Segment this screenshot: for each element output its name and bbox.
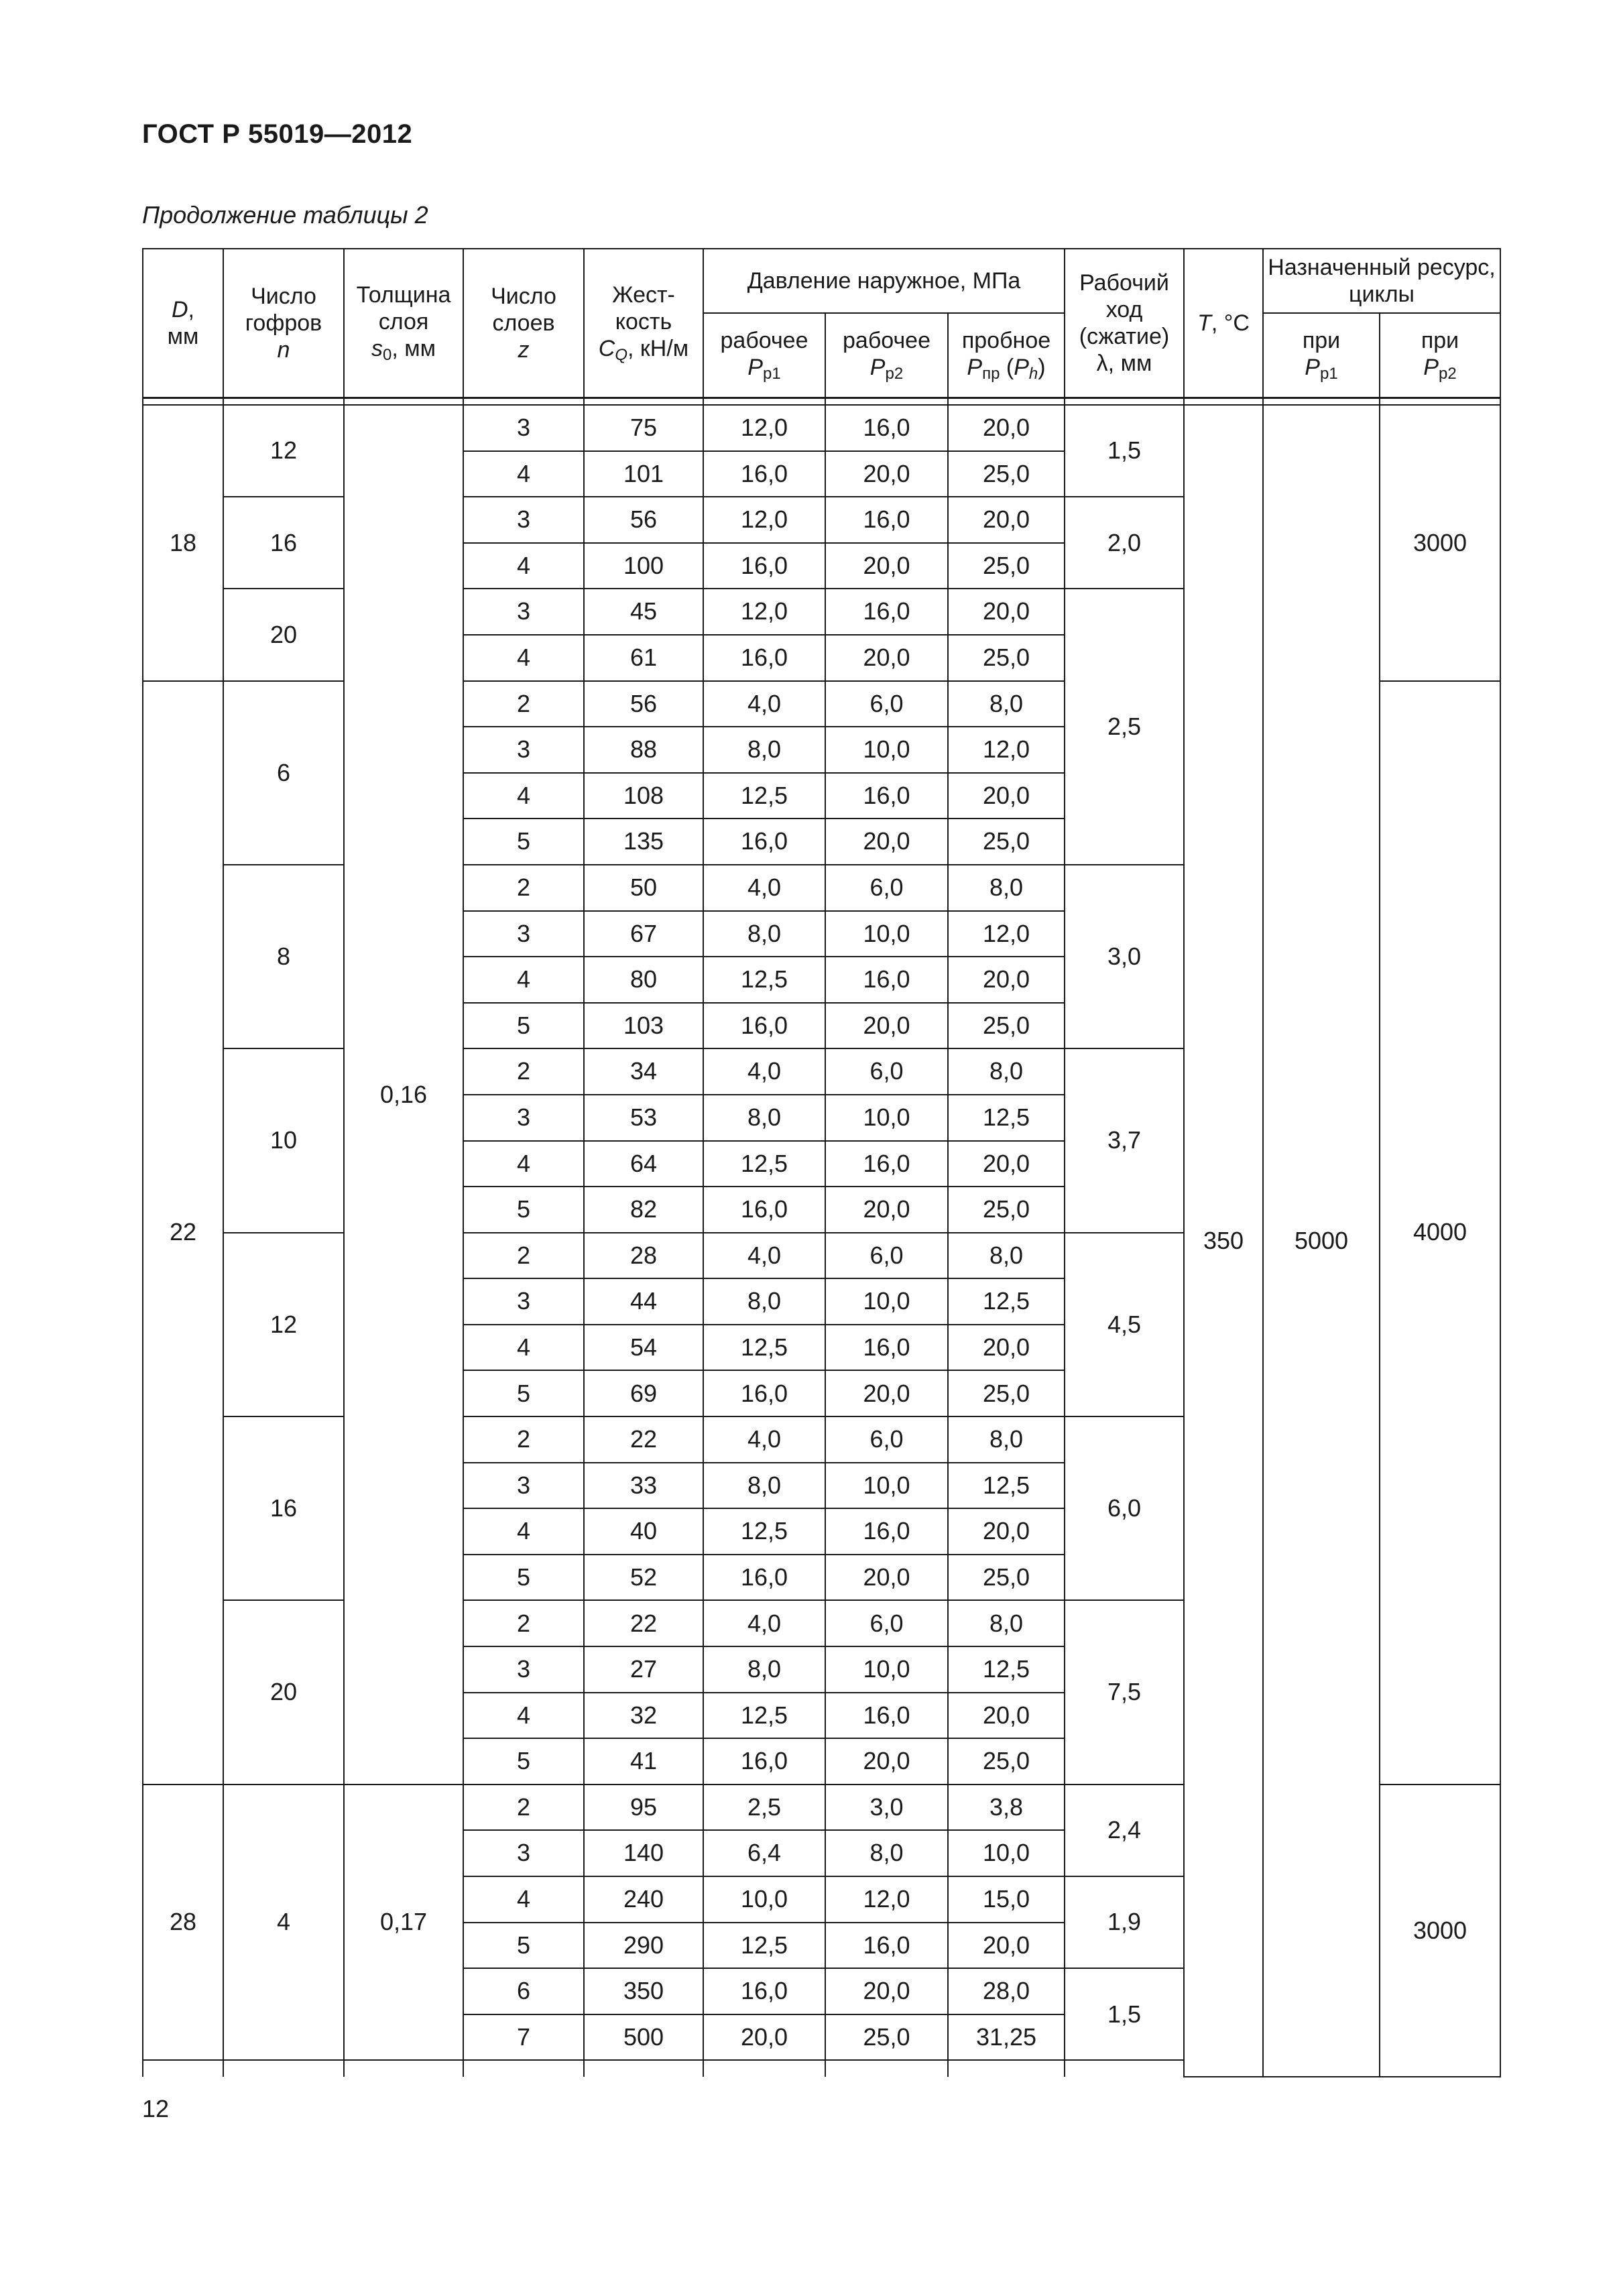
- cell-working-p1: 16,0: [703, 1003, 825, 1049]
- col-header-z: Число слоев z: [463, 249, 584, 398]
- cell-layers: 2: [463, 1785, 584, 1831]
- cell-stiffness: 27: [584, 1646, 703, 1693]
- cell-working-p1: 8,0: [703, 1095, 825, 1141]
- cell-stiffness: 95: [584, 1785, 703, 1831]
- cell-stroke: 4,5: [1065, 1233, 1184, 1416]
- cell-layers: 5: [463, 1003, 584, 1049]
- cell-stroke: 1,5: [1065, 405, 1184, 497]
- cell-stroke: 1,5: [1065, 1968, 1184, 2060]
- cell-working-p2: 20,0: [825, 1738, 948, 1785]
- cell-stiffness: 33: [584, 1463, 703, 1509]
- cell-test-pressure: 12,0: [948, 911, 1065, 957]
- header-separator: [143, 398, 1500, 406]
- cell-resource-p2: 3000: [1380, 1785, 1500, 2077]
- cell-layers: 4: [463, 773, 584, 819]
- cell-stiffness: 64: [584, 1141, 703, 1187]
- cell-stroke: 1,9: [1065, 1876, 1184, 1968]
- cell-working-p2: 10,0: [825, 1095, 948, 1141]
- cell-working-p1: 12,0: [703, 497, 825, 543]
- cell-working-p2: 6,0: [825, 865, 948, 911]
- cell-layers: 4: [463, 1693, 584, 1739]
- cell-working-p2: 16,0: [825, 1141, 948, 1187]
- cell-working-p2: 6,0: [825, 1233, 948, 1279]
- cell-stiffness: 41: [584, 1738, 703, 1785]
- cell-stiffness: 53: [584, 1095, 703, 1141]
- cell-stiffness: 56: [584, 497, 703, 543]
- cell-stroke: 2,4: [1065, 1785, 1184, 1876]
- cell-layers: 5: [463, 1738, 584, 1785]
- cell-stiffness: 45: [584, 589, 703, 635]
- cell-working-p2: 16,0: [825, 1508, 948, 1555]
- cell-working-p1: 4,0: [703, 1416, 825, 1463]
- cell-layers: 4: [463, 1876, 584, 1923]
- cell-layers: 2: [463, 1600, 584, 1646]
- cell-test-pressure: 25,0: [948, 635, 1065, 681]
- cell-layers: 4: [463, 1325, 584, 1371]
- cell-stroke: 3,0: [1065, 865, 1184, 1048]
- cell-layers: 3: [463, 405, 584, 451]
- cell-working-p1: 10,0: [703, 1876, 825, 1923]
- cell-working-p1: 8,0: [703, 1463, 825, 1509]
- cell-test-pressure: 8,0: [948, 1048, 1065, 1095]
- cell-corrugations: 8: [223, 865, 344, 1048]
- cell-working-p2: 20,0: [825, 1187, 948, 1233]
- cell-stiffness: 101: [584, 451, 703, 497]
- cell-stiffness: 56: [584, 681, 703, 727]
- cell-stroke: 6,0: [1065, 1416, 1184, 1600]
- col-header-stiffness: Жест- кость $C_Q$, кН/м: [584, 249, 703, 398]
- cell-stiffness: 240: [584, 1876, 703, 1923]
- cell-layers: 2: [463, 1233, 584, 1279]
- cell-working-p1: 4,0: [703, 1600, 825, 1646]
- cell-working-p1: 8,0: [703, 1278, 825, 1325]
- cell-working-p2: 20,0: [825, 635, 948, 681]
- cell-test-pressure: 28,0: [948, 1968, 1065, 2014]
- cell-test-pressure: 3,8: [948, 1785, 1065, 1831]
- cell-temperature: 350: [1184, 405, 1263, 2077]
- cell-working-p2: 16,0: [825, 957, 948, 1003]
- col-header-stroke: Рабочий ход (сжатие) λ, мм: [1065, 249, 1184, 398]
- cell-working-p2: 16,0: [825, 773, 948, 819]
- cell-corrugations: 6: [223, 681, 344, 865]
- cell-test-pressure: 25,0: [948, 1187, 1065, 1233]
- cell-resource-p1: 5000: [1263, 405, 1380, 2077]
- cell-test-pressure: 20,0: [948, 1141, 1065, 1187]
- cell-working-p1: 16,0: [703, 819, 825, 865]
- cell-layers: 4: [463, 1508, 584, 1555]
- cell-corrugations: 10: [223, 1048, 344, 1232]
- cell-stiffness: 500: [584, 2014, 703, 2061]
- cell-test-pressure: 25,0: [948, 1738, 1065, 1785]
- cell-working-p2: 10,0: [825, 1463, 948, 1509]
- cell-working-p1: 20,0: [703, 2014, 825, 2061]
- cell-working-p2: 16,0: [825, 497, 948, 543]
- cell-test-pressure: 25,0: [948, 1555, 1065, 1601]
- cell-corrugations: 16: [223, 497, 344, 589]
- cell-stiffness: 140: [584, 1830, 703, 1876]
- cell-test-pressure: 25,0: [948, 543, 1065, 589]
- cell-test-pressure: 31,25: [948, 2014, 1065, 2061]
- cell-layers: 5: [463, 1923, 584, 1969]
- cell-test-pressure: 20,0: [948, 773, 1065, 819]
- cell-test-pressure: 15,0: [948, 1876, 1065, 1923]
- cell-test-pressure: 25,0: [948, 451, 1065, 497]
- cell-working-p1: 2,5: [703, 1785, 825, 1831]
- cell-working-p2: 25,0: [825, 2014, 948, 2061]
- cell-working-p1: 4,0: [703, 1233, 825, 1279]
- cell-layers: 3: [463, 1463, 584, 1509]
- cell-working-p1: 16,0: [703, 1555, 825, 1601]
- cell-working-p1: 12,5: [703, 1141, 825, 1187]
- cell-working-p1: 12,0: [703, 405, 825, 451]
- col-header-test-pressure: пробное $P_{пр}$ $(P_h)$: [948, 313, 1065, 398]
- cell-layers: 4: [463, 543, 584, 589]
- cell-working-p1: 8,0: [703, 911, 825, 957]
- cell-working-p1: 16,0: [703, 1738, 825, 1785]
- cell-stiffness: 50: [584, 865, 703, 911]
- cell-working-p1: 16,0: [703, 1370, 825, 1416]
- cell-test-pressure: 20,0: [948, 957, 1065, 1003]
- cell-test-pressure: 12,5: [948, 1646, 1065, 1693]
- cell-stiffness: 32: [584, 1693, 703, 1739]
- cell-layers: 2: [463, 865, 584, 911]
- cell-stiffness: 44: [584, 1278, 703, 1325]
- cell-working-p2: 12,0: [825, 1876, 948, 1923]
- cell-layers: 4: [463, 957, 584, 1003]
- cell-working-p2: 16,0: [825, 1693, 948, 1739]
- cell-layers: 3: [463, 911, 584, 957]
- cell-test-pressure: 8,0: [948, 1233, 1065, 1279]
- cell-test-pressure: 20,0: [948, 589, 1065, 635]
- cell-working-p2: 8,0: [825, 1830, 948, 1876]
- cell-layers: 6: [463, 1968, 584, 2014]
- cell-resource-p2: 3000: [1380, 405, 1500, 681]
- cell-working-p1: 12,5: [703, 1508, 825, 1555]
- cell-working-p2: 10,0: [825, 1278, 948, 1325]
- col-header-working-p2: рабочее $P_{p2}$: [825, 313, 948, 398]
- cell-working-p2: 6,0: [825, 681, 948, 727]
- cell-layers: 3: [463, 497, 584, 543]
- cell-layers: 3: [463, 727, 584, 773]
- cell-working-p1: 4,0: [703, 865, 825, 911]
- cell-layers: 3: [463, 1830, 584, 1876]
- cell-working-p1: 6,4: [703, 1830, 825, 1876]
- cell-stiffness: 82: [584, 1187, 703, 1233]
- cell-stiffness: 28: [584, 1233, 703, 1279]
- cell-layers: 3: [463, 1095, 584, 1141]
- cell-stiffness: 34: [584, 1048, 703, 1095]
- cell-test-pressure: 12,5: [948, 1463, 1065, 1509]
- cell-test-pressure: 10,0: [948, 1830, 1065, 1876]
- cell-corrugations: 4: [223, 1785, 344, 2061]
- cell-layers: 2: [463, 1416, 584, 1463]
- cell-working-p1: 12,5: [703, 773, 825, 819]
- cell-working-p1: 8,0: [703, 1646, 825, 1693]
- cell-test-pressure: 25,0: [948, 1003, 1065, 1049]
- cell-test-pressure: 20,0: [948, 1693, 1065, 1739]
- col-header-resource: Назначенный ресурс, циклы: [1263, 249, 1500, 313]
- cell-working-p2: 16,0: [825, 1923, 948, 1969]
- cell-stiffness: 61: [584, 635, 703, 681]
- cell-layers: 2: [463, 681, 584, 727]
- cell-layer-thickness: 0,17: [344, 1785, 463, 2061]
- cell-working-p1: 12,5: [703, 1325, 825, 1371]
- cell-stiffness: 67: [584, 911, 703, 957]
- cell-test-pressure: 25,0: [948, 819, 1065, 865]
- cell-stiffness: 350: [584, 1968, 703, 2014]
- cell-working-p1: 16,0: [703, 543, 825, 589]
- cell-test-pressure: 20,0: [948, 497, 1065, 543]
- cell-corrugations: 12: [223, 405, 344, 497]
- table-row: [143, 405, 1500, 451]
- cell-diameter: 28: [143, 1785, 223, 2061]
- cell-working-p2: 20,0: [825, 1555, 948, 1601]
- cell-corrugations: 20: [223, 1600, 344, 1784]
- cell-stroke: 3,7: [1065, 1048, 1184, 1232]
- cell-stiffness: 135: [584, 819, 703, 865]
- cell-working-p2: 10,0: [825, 727, 948, 773]
- cell-working-p2: 10,0: [825, 1646, 948, 1693]
- cell-working-p2: 10,0: [825, 911, 948, 957]
- cell-stiffness: 22: [584, 1416, 703, 1463]
- col-header-resource-p2: при $P_{p2}$: [1380, 313, 1500, 398]
- cell-working-p2: 20,0: [825, 1370, 948, 1416]
- cell-layers: 5: [463, 1370, 584, 1416]
- cell-test-pressure: 8,0: [948, 865, 1065, 911]
- col-header-pressure: Давление наружное, МПа: [703, 249, 1065, 313]
- cell-layers: 3: [463, 589, 584, 635]
- cell-working-p2: 16,0: [825, 405, 948, 451]
- cell-stiffness: 54: [584, 1325, 703, 1371]
- cell-layers: 3: [463, 1278, 584, 1325]
- cell-stroke: 2,0: [1065, 497, 1184, 589]
- cell-stiffness: 40: [584, 1508, 703, 1555]
- cell-test-pressure: 12,0: [948, 727, 1065, 773]
- document-header: ГОСТ Р 55019—2012: [142, 119, 413, 149]
- cell-working-p2: 6,0: [825, 1600, 948, 1646]
- cell-test-pressure: 12,5: [948, 1095, 1065, 1141]
- col-header-s0: Толщина слоя $s_0$, мм: [344, 249, 463, 398]
- cell-working-p1: 12,5: [703, 1693, 825, 1739]
- header-row-1: [143, 249, 1500, 313]
- cell-working-p2: 20,0: [825, 819, 948, 865]
- cell-stiffness: 88: [584, 727, 703, 773]
- cell-working-p1: 12,5: [703, 1923, 825, 1969]
- cell-working-p2: 20,0: [825, 543, 948, 589]
- col-header-temperature: T, °C: [1184, 249, 1263, 398]
- cell-resource-p2: 4000: [1380, 681, 1500, 1785]
- cell-test-pressure: 20,0: [948, 405, 1065, 451]
- cell-layers: 3: [463, 1646, 584, 1693]
- cell-test-pressure: 20,0: [948, 1508, 1065, 1555]
- col-header-resource-p1: при $P_{p1}$: [1263, 313, 1380, 398]
- table-caption: Продолжение таблицы 2: [142, 201, 428, 229]
- cell-working-p2: 6,0: [825, 1048, 948, 1095]
- cell-working-p1: 12,0: [703, 589, 825, 635]
- cell-layers: 4: [463, 635, 584, 681]
- cell-diameter: 22: [143, 681, 223, 1785]
- cell-working-p1: 12,5: [703, 957, 825, 1003]
- cell-test-pressure: 20,0: [948, 1325, 1065, 1371]
- cell-working-p2: 20,0: [825, 1968, 948, 2014]
- cell-working-p1: 8,0: [703, 727, 825, 773]
- cell-working-p2: 6,0: [825, 1416, 948, 1463]
- cell-layers: 5: [463, 819, 584, 865]
- cell-stiffness: 69: [584, 1370, 703, 1416]
- col-header-n: Число гофров n: [223, 249, 344, 398]
- cell-working-p1: 16,0: [703, 635, 825, 681]
- cell-stiffness: 80: [584, 957, 703, 1003]
- cell-diameter: 18: [143, 405, 223, 681]
- cell-corrugations: 20: [223, 589, 344, 680]
- cell-corrugations: 16: [223, 1416, 344, 1600]
- cell-stroke: 7,5: [1065, 1600, 1184, 1784]
- col-header-d: D, мм: [143, 249, 223, 398]
- cell-stiffness: 100: [584, 543, 703, 589]
- cell-stiffness: 290: [584, 1923, 703, 1969]
- cell-working-p2: 16,0: [825, 589, 948, 635]
- cell-working-p2: 16,0: [825, 1325, 948, 1371]
- cell-test-pressure: 8,0: [948, 681, 1065, 727]
- cell-test-pressure: 8,0: [948, 1416, 1065, 1463]
- cell-test-pressure: 20,0: [948, 1923, 1065, 1969]
- cell-working-p1: 4,0: [703, 1048, 825, 1095]
- cell-stiffness: 103: [584, 1003, 703, 1049]
- cell-layer-thickness: 0,16: [344, 405, 463, 1785]
- cell-working-p1: 16,0: [703, 1187, 825, 1233]
- cell-working-p1: 16,0: [703, 451, 825, 497]
- cell-stiffness: 52: [584, 1555, 703, 1601]
- cell-layers: 5: [463, 1555, 584, 1601]
- cell-test-pressure: 12,5: [948, 1278, 1065, 1325]
- cell-layers: 5: [463, 1187, 584, 1233]
- cell-test-pressure: 25,0: [948, 1370, 1065, 1416]
- cell-layers: 7: [463, 2014, 584, 2061]
- cell-working-p1: 16,0: [703, 1968, 825, 2014]
- cell-layers: 4: [463, 451, 584, 497]
- bellows-spec-table: [142, 248, 1501, 2077]
- cell-layers: 2: [463, 1048, 584, 1095]
- cell-working-p1: 4,0: [703, 681, 825, 727]
- cell-stroke: 2,5: [1065, 589, 1184, 865]
- col-header-working-p1: рабочее $P_{p1}$: [703, 313, 825, 398]
- cell-stiffness: 22: [584, 1600, 703, 1646]
- cell-working-p2: 20,0: [825, 1003, 948, 1049]
- cell-corrugations: 12: [223, 1233, 344, 1416]
- cell-stiffness: 108: [584, 773, 703, 819]
- cell-stiffness: 75: [584, 405, 703, 451]
- cell-working-p2: 3,0: [825, 1785, 948, 1831]
- cell-test-pressure: 8,0: [948, 1600, 1065, 1646]
- cell-working-p2: 20,0: [825, 451, 948, 497]
- page-number: 12: [142, 2095, 170, 2122]
- cell-layers: 4: [463, 1141, 584, 1187]
